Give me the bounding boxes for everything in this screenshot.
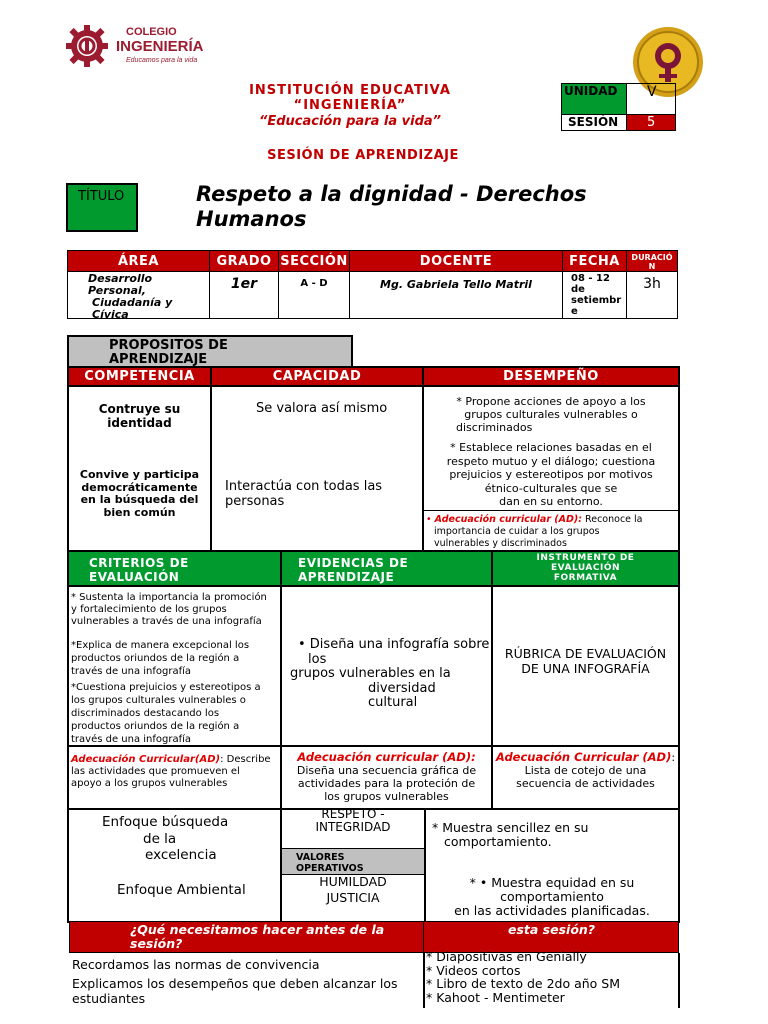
adecuacion-desempeno <box>426 514 678 550</box>
comp2-line2: democráticamente <box>81 480 198 494</box>
r1: * Diapositivas en Genially <box>426 949 587 964</box>
crit-a1: * Sustenta la importancia la promoción <box>71 592 267 603</box>
col-area: ÁREA <box>67 250 210 272</box>
instrumento-line3: FORMATIVA <box>553 573 618 583</box>
a1-line2: comportamiento. <box>444 834 552 849</box>
col-evidencias <box>282 552 491 585</box>
pregunta-antes <box>69 921 424 953</box>
crit-b2: productos oriundos de la región a <box>71 653 240 664</box>
enfoque-2: Enfoque Ambiental <box>117 882 246 898</box>
a2-line3: en las actividades planificadas. <box>454 903 650 918</box>
inst-line1: RÚBRICA DE EVALUACIÓN <box>504 646 667 661</box>
ad2-line1: Diseña una secuencia gráfica de <box>296 764 477 777</box>
pregunta-recursos: esta sesión? <box>423 921 679 953</box>
enfoque-1 <box>69 814 280 864</box>
r2: * Videos cortos <box>426 962 521 978</box>
bullet: • <box>426 514 432 525</box>
ad1-line1 <box>71 754 279 766</box>
valores-operativos <box>282 848 424 875</box>
criterio-1 <box>71 592 279 628</box>
ad-text1: Reconoce la <box>582 514 643 525</box>
col-criterios <box>69 552 280 585</box>
evidencias-line1: EVIDENCIAS DE <box>298 556 409 570</box>
col-grado: GRADO <box>209 250 279 272</box>
area-line3: Ciudadanía y Cívica <box>92 296 173 321</box>
ad2-line2: actividades para la proteción de <box>297 777 476 790</box>
duracion-part2: N <box>648 262 656 271</box>
evid-line1: • Diseña una infografía sobre <box>298 637 490 652</box>
evid-line3: grupos vulnerables en la <box>290 666 451 681</box>
propositos-line1: PROPOSITOS DE <box>109 338 228 353</box>
capacidad-1: Se valora así mismo <box>256 401 388 416</box>
inst-line2: DE UNA INFOGRAFÍA <box>521 661 650 676</box>
e1-line3: excelencia <box>145 847 217 863</box>
v2-line2: JUSTICIA <box>326 890 380 905</box>
l2-line2: estudiantes <box>72 991 146 1006</box>
evidencias-line2: APRENDIZAJE <box>298 570 395 584</box>
col-seccion: SECCIÓN <box>278 250 350 272</box>
col-desempeno: DESEMPEÑO <box>424 368 678 385</box>
cap2-line2: personas <box>225 494 285 509</box>
ad3-line3: secuencia de actividades <box>516 777 655 790</box>
r4: * Kahoot - Mentimeter <box>426 989 565 1005</box>
ad1-label: Adecuación Curricular(AD) <box>71 754 221 765</box>
institution-name: “INGENIERÍA” <box>293 98 407 113</box>
unidad-value: V <box>626 83 676 115</box>
crit-a2: y fortalecimiento de los grupos <box>71 604 227 615</box>
comp2-line3: en la búsqueda del <box>80 493 199 506</box>
competencia-1 <box>69 402 210 430</box>
instrumento-line2: EVALUACIÓN <box>550 563 620 573</box>
logo-line2: INGENIERÍA <box>116 38 204 55</box>
adecuacion-instrumento <box>493 751 678 790</box>
ad3-line2: Lista de cotejo de una <box>524 764 647 777</box>
criterio-3 <box>71 681 279 746</box>
duracion-part1: DURACIÓ <box>631 253 673 262</box>
ad1-line2: las actividades que promueven el <box>71 766 240 777</box>
fecha-line1: 08 - 12 <box>571 273 610 284</box>
session-title: SESIÓN DE APRENDIZAJE <box>267 148 459 163</box>
institution-label: INSTITUCIÓN EDUCATIVA <box>249 83 451 98</box>
titulo-line1: Respeto a la dignidad - Derechos <box>196 182 587 206</box>
criterio-2 <box>71 639 279 678</box>
divider <box>424 510 678 511</box>
titulo-line2: Humanos <box>196 207 307 231</box>
des2-line1: * Establece relaciones basadas en el <box>450 441 652 454</box>
fecha-line3: setiembr <box>571 295 622 306</box>
r3: * Libro de texto de 2do año SM <box>426 976 621 991</box>
divider <box>678 953 680 1008</box>
q1-line1: ¿Qué necesitamos hacer antes de la <box>130 922 385 937</box>
instrumento-line1: INSTRUMENTO DE <box>536 553 635 563</box>
a2-line2: comportamiento <box>500 889 604 904</box>
divider <box>69 385 678 387</box>
evid-line4: diversidad <box>368 680 436 696</box>
adecuacion-evidencia <box>282 751 491 803</box>
v1-line2: INTEGRIDAD <box>315 820 391 834</box>
valor-1 <box>282 808 424 834</box>
comp1-line2: identidad <box>107 416 172 430</box>
area-line2: Personal, <box>88 284 146 297</box>
criterios-line1: CRITERIOS DE <box>89 556 189 570</box>
sesion-value: 5 <box>626 114 676 131</box>
crit-c5: través de una infografía <box>71 734 192 745</box>
crit-c4: productos oriundos de la región a <box>71 721 240 732</box>
duracion-value: 3h <box>626 271 678 319</box>
fecha-line4: e <box>571 306 578 317</box>
comp2-line1: Convive y participa <box>79 468 200 481</box>
fecha-line2: de <box>571 284 585 295</box>
col-instrumento <box>493 552 678 585</box>
l1: Recordamos las normas de convivencia <box>72 957 320 972</box>
des2-line4: étnico-culturales que se <box>484 481 618 495</box>
unidad-label: UNIDAD <box>561 83 627 115</box>
fecha-value <box>562 271 627 319</box>
ad3-colon: : <box>671 751 676 764</box>
desempeno-1 <box>424 395 678 434</box>
motto: “Educación para la vida” <box>258 114 442 129</box>
col-docente: DOCENTE <box>349 250 563 272</box>
divider <box>69 585 678 587</box>
des1-line1: * Propone acciones de apoyo a los <box>456 395 646 408</box>
col-competencia: COMPETENCIA <box>69 368 210 385</box>
e1-line1: Enfoque búsqueda <box>102 814 229 830</box>
desempeno-2 <box>424 441 678 509</box>
ad-line3: vulnerables y discriminados <box>434 538 567 549</box>
divider <box>423 953 425 1008</box>
valor-2 <box>282 874 424 906</box>
ad-line1 <box>426 514 678 526</box>
ad2-line3: los grupos vulnerables <box>324 790 449 803</box>
ad-line2: importancia de cuidar a los grupos <box>434 526 600 537</box>
propositos-line2: APRENDIZAJE <box>109 352 208 367</box>
actividades-previas <box>72 957 422 1006</box>
comp1-line1: Contruye su <box>98 402 181 416</box>
col-duracion <box>626 250 678 272</box>
actitud-1 <box>432 821 588 849</box>
valores-line2: OPERATIVOS <box>296 863 364 874</box>
des2-line2: respeto mutuo y el diálogo; cuestiona <box>446 454 656 468</box>
docente-value: Mg. Gabriela Tello Matril <box>349 271 563 319</box>
l2-line1: Explicamos los desempeños que deben alcanzar los <box>72 976 398 991</box>
crit-c3: discriminados destacando los <box>71 708 220 719</box>
des1-line2: grupos culturales vulnerables o <box>464 408 638 421</box>
gear-logo-icon <box>64 24 110 68</box>
ad1-line3: apoyo a los grupos vulnerables <box>71 778 228 789</box>
ad3-label: Adecuación Curricular (AD) <box>495 750 672 764</box>
competencia-2 <box>69 469 210 519</box>
q1-line2: sesión? <box>130 936 183 951</box>
grado-value: 1er <box>209 271 279 319</box>
crit-c1: *Cuestiona prejuicios y estereotipos a <box>71 682 261 693</box>
a2-line1: * • Muestra equidad en su <box>469 875 635 890</box>
ad-label: Adecuación curricular (AD): <box>434 514 583 525</box>
criterios-line2: EVALUACIÓN <box>89 570 180 584</box>
col-fecha: FECHA <box>562 250 627 272</box>
ad3-line1 <box>493 751 678 764</box>
adecuacion-criterio <box>71 754 279 790</box>
crit-a3: vulnerables a través de una infografía <box>71 616 262 627</box>
evidencia <box>282 638 491 711</box>
sesion-label: SESIÓN <box>561 114 627 131</box>
seccion-value: A - D <box>278 271 350 319</box>
divider <box>210 368 212 552</box>
area-value <box>67 271 210 319</box>
instrumento <box>493 646 678 676</box>
des2-line3: prejuicios y estereotipos por motivos <box>449 468 653 481</box>
a1-line1: * Muestra sencillez en su <box>432 820 589 835</box>
logo-line1: COLEGIO <box>126 26 177 38</box>
des1-line3: discriminados <box>456 421 533 434</box>
v2-line1: HUMILDAD <box>319 874 387 889</box>
col-capacidad: CAPACIDAD <box>212 368 422 385</box>
propositos-title <box>67 335 353 368</box>
crit-c2: los grupos culturales vulnerables o <box>71 695 246 706</box>
school-logo <box>64 24 224 68</box>
evid-line5: cultural <box>368 695 418 710</box>
comp2-line4: bien común <box>103 505 176 519</box>
crit-b3: través de una infografía <box>71 666 192 677</box>
v1-line1: RESPETO - <box>321 807 385 821</box>
capacidad-2 <box>225 479 382 509</box>
ad2-label: Adecuación curricular (AD): <box>297 750 476 764</box>
actitud-2 <box>426 876 678 918</box>
valores-line1: VALORES <box>296 852 345 863</box>
area-line1: Desarrollo <box>88 272 153 285</box>
des2-line5: dan en su entorno. <box>499 495 603 508</box>
titulo-label: TÍTULO <box>66 183 138 232</box>
evid-line2: los <box>308 651 327 667</box>
e1-line2: de la <box>143 830 177 847</box>
recursos <box>426 950 678 1004</box>
logo-tagline: Educamos para la vida <box>126 57 198 64</box>
crit-b1: *Explica de manera excepcional los <box>71 640 250 651</box>
ad1-text1: : Describe <box>220 754 271 765</box>
cap2-line1: Interactúa con todas las <box>225 479 383 494</box>
